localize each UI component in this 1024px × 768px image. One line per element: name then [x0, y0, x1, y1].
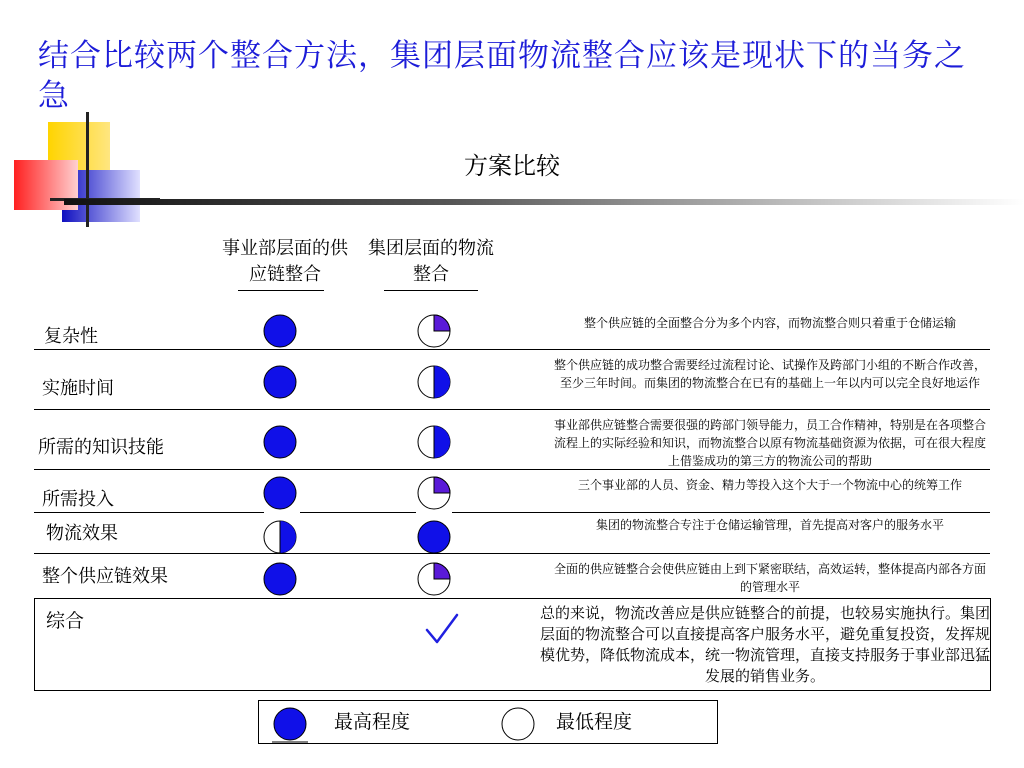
row-label-logistics-effect: 物流效果	[46, 523, 118, 544]
row-divider	[34, 409, 990, 410]
legend-low-label: 最低程度	[556, 711, 633, 733]
row-divider	[34, 553, 990, 554]
row-divider	[34, 512, 264, 513]
row-comment: 整个供应链的成功整合需要经过流程讨论、试操作及跨部门小组的不断合作改善，至少三年时间。而集团的物流整合在已有的基础上一年以内可以完全良好地运作	[553, 358, 986, 390]
row-label-complexity: 复杂性	[44, 326, 98, 347]
legend-box	[258, 700, 718, 744]
half-harvey-ball-icon	[414, 422, 454, 462]
column-header-underline	[238, 290, 324, 291]
half-harvey-ball-icon	[414, 362, 454, 402]
slide-title: 结合比较两个整合方法，集团层面物流整合应该是现状下的当务之急	[38, 38, 966, 114]
legend-high-label: 最高程度	[334, 711, 411, 733]
full-harvey-ball-icon	[260, 311, 300, 351]
full-harvey-ball-icon	[260, 422, 300, 462]
check-mark-icon	[424, 612, 460, 646]
legend-empty-circle-icon	[500, 706, 536, 746]
row-comment: 事业部供应链整合需要很强的跨部门领导能力，员工合作精神，特别是在各项整合流程上的实际经验和知识，而物流整合以原有物流基础资源为依据，可在很大程度上借鉴成功的第三方的物流公司的帮助	[553, 418, 986, 468]
row-divider	[34, 349, 990, 350]
quarter-harvey-ball-icon	[414, 473, 454, 513]
row-comment: 整个供应链的全面整合分为多个内容，而物流整合则只着重于仓储运输	[583, 316, 956, 330]
row-label-investment: 所需投入	[42, 489, 114, 510]
summary-label: 综合	[46, 610, 85, 632]
column-header-division: 事业部层面的供应链整合	[222, 238, 348, 285]
row-comment: 集团的物流整合专注于仓储运输管理，首先提高对客户的服务水平	[595, 518, 944, 532]
legend-full-circle-icon	[272, 706, 308, 746]
row-divider	[300, 512, 416, 513]
column-header-group: 集团层面的物流整合	[368, 238, 494, 285]
full-harvey-ball-icon	[414, 517, 454, 557]
summary-text: 总的来说，物流改善应是供应链整合的前提，也较易实施执行。集团层面的物流整合可以直接提高客户服务水平，避免重复投资，发挥规模优势，降低物流成本，统一物流管理，直接支持服务于事业部迅猛发展的销售业务。	[540, 604, 991, 685]
row-label-supply-chain-effect: 整个供应链效果	[42, 566, 168, 587]
row-comment: 全面的供应链整合会使供应链由上到下紧密联结，高效运转，整体提高内部各方面的管理水平	[553, 562, 986, 594]
quarter-harvey-ball-icon	[414, 311, 454, 351]
comparison-title: 方案比较	[464, 152, 560, 180]
column-header-underline	[384, 290, 478, 291]
half-harvey-ball-icon	[260, 517, 300, 557]
row-comment: 三个事业部的人员、资金、精力等投入这个大于一个物流中心的统筹工作	[577, 478, 962, 492]
full-harvey-ball-icon	[260, 362, 300, 402]
full-harvey-ball-icon	[260, 559, 300, 599]
row-label-implementation-time: 实施时间	[42, 378, 114, 399]
row-label-knowledge-skills: 所需的知识技能	[38, 437, 164, 458]
quarter-harvey-ball-icon	[414, 559, 454, 599]
row-divider	[452, 512, 990, 513]
decorative-blocks-icon	[0, 0, 160, 230]
full-harvey-ball-icon	[260, 473, 300, 513]
header-divider	[64, 199, 1024, 205]
